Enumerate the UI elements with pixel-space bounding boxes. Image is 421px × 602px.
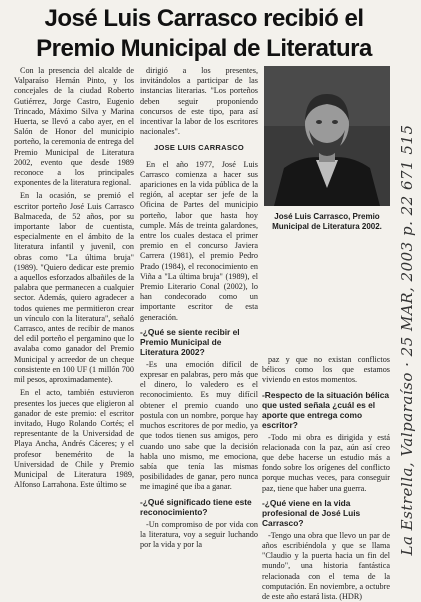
col2-paragraph-1: En el año 1977, José Luis Carrasco comienza a hacer sus apariciones en la vida pública de la región, al aceptar ser jefe de la Oficina de Partes del municipio porteño, labor que hasta hoy cumple. Más de treinta galardones, entre los cuales destaca el primer premio en el concurso Javiera Carrera (1981), el premio Pedro Prado (1984), el reconocimiento en Viña a "La última bruja" (1989), el Premio Literario Conal (2002), lo han condecorado como un importante escritor de esta generación. (140, 159, 258, 322)
answer-4: -Tengo una obra que llevo un par de años escribiéndola y que se llama "Claudio y la puerta hacia un fin del mundo", una historia fantástica relacionada con el tema de la computación. En noviembre, a octubre de este año estará lista. (HDR) (262, 530, 390, 602)
article-column-3 (262, 355, 390, 602)
portrait-photo (264, 66, 390, 206)
handwritten-annotation (396, 90, 418, 590)
article-column-2 (140, 66, 258, 596)
col2-intro: dirigió a los presentes, invitándolos a participar de las instancias literarias. "Los porteños deben seguir proponiendo concursos de este tipo, para así incentivar la labor de los escritores nacionales". (140, 66, 258, 137)
question-1: -¿Qué se siente recibir el Premio Municipal de Literatura 2002? (140, 326, 240, 357)
photo-caption: José Luis Carrasco, Premio Municipal de Literatura 2002. (272, 212, 382, 231)
answer-1: -Es una emoción difícil de expresar en palabras, pero más que el dinero, lo valedero es el reconocimiento. Es muy difícil obtener el premio cuando uno postula con un nombre, porque hay muchos escritores de por medio, ya que todos tienen sus amigos, pero cuando uno sabe que la decisión habla uno mismo, me emociona, sabía que tenía las mismas posibilidades de ganar, pero nunca me imaginé que iba a ganar. (140, 359, 258, 492)
handwritten-source-note: La Estrella, Valparaíso · 25 MAR, 2003 p. 22 671 515 (398, 124, 416, 556)
answer-3: -Todo mi obra es dirigida y está relacionada con la paz, aún así creo que debe hacerse un estudio más a fondo sobre los orígenes del conflicto porque muchas veces, para conseguir paz, tiene que haber una guerra. (262, 432, 390, 493)
headline-line-1: José Luis Carrasco recibió el (44, 5, 364, 32)
byline: JOSE LUIS CARRASCO (154, 143, 244, 153)
question-4: -¿Qué viene en la vida profesional de José Luis Carrasco? (262, 497, 361, 528)
question-2: -¿Qué significado tiene este reconocimiento? (140, 496, 252, 517)
article-column-1 (14, 66, 134, 596)
col1-paragraph-3: En el acto, también estuvieron presentes los jueces que eligieron al ganador de este premio: el escritor invitado, Hugo Rolando Cortés; el representante de la Universidad de Playa Ancha, Andrés Cáceres; y el profesor benemérito de la Universidad de Chile y Premio Municipal de Literatura 1989, Alfonso Larrahona. Este último se (14, 388, 134, 490)
question-3: -Respecto de la situación bélica que usted señala ¿cuál es el aporte que entrega como escritor? (262, 389, 390, 430)
col1-paragraph-1: Con la presencia del alcalde de Valparaíso Hernán Pinto, y los concejales de la ciudad Roberto Gutiérrez, Jorge Castro, Eugenio Trincado, Máximo Silva y Marina Huerta, se llevó a cabo ayer, en el Salón de Honor del municipio porteño, la ceremonia de entrega del Premio Municipal de Literatura 2002, evento que desde 1989 reconoce a los principales exponentes de la literatura regional. (14, 66, 134, 188)
answer-2: -Un compromiso de por vida con la literatura, voy a seguir luchando por la vida y por la (140, 519, 258, 549)
headline-line-2: Premio Municipal de Literatura (36, 35, 372, 62)
col3-intro: paz y que no existan conflictos bélicos como los que estamos viviendo en estos momentos. (262, 355, 390, 385)
col1-paragraph-2: En la ocasión, se premió el escritor porteño José Luis Carrasco Balmaceda, de 52 años, por su importante labor de cuentista, especialmente en el ámbito de la literatura infantil y juvenil, con obras como "La última bruja" (1989). "Quiero dedicar este premio a aquellos esforzados albañiles de la palabra que permanecen a cualquier sector. Además, quiero agradecer a todos quienes me permitieron crear un vínculo con la literatura", señaló Carrasco, antes de recibir de manos del edil porteño el pergamino que lo avalaba como ganador del Premio Municipal y acreedor de un cheque consistente en 100 UF (1 millón 700 mil pesos, aproximadamente). (14, 191, 134, 385)
portrait-illustration (264, 66, 390, 206)
headline (14, 4, 394, 64)
